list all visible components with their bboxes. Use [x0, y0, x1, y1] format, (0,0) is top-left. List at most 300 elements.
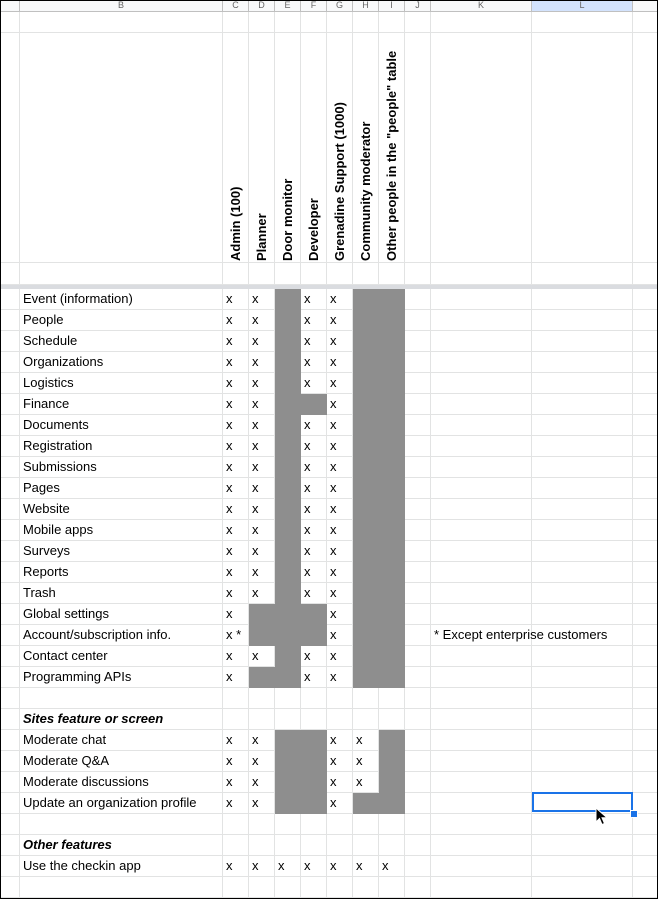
permission-cell[interactable] [275, 583, 301, 604]
permission-cell[interactable] [353, 373, 379, 394]
empty-cell[interactable] [532, 499, 633, 520]
permission-cell[interactable] [275, 457, 301, 478]
empty-cell[interactable] [431, 835, 532, 856]
permission-cell[interactable] [379, 751, 405, 772]
feature-label[interactable]: Mobile apps [20, 520, 223, 541]
empty-cell[interactable] [405, 730, 431, 751]
header-cell[interactable] [405, 33, 431, 263]
permission-cell[interactable]: x [249, 478, 275, 499]
permission-cell[interactable] [327, 877, 353, 898]
permission-cell[interactable]: x [353, 856, 379, 877]
empty-cell[interactable] [532, 415, 633, 436]
empty-cell[interactable] [633, 415, 658, 436]
permission-cell[interactable]: x [327, 667, 353, 688]
permission-cell[interactable]: x [249, 499, 275, 520]
empty-cell[interactable] [633, 751, 658, 772]
empty-cell[interactable] [405, 457, 431, 478]
header-cell[interactable] [20, 263, 223, 285]
empty-cell[interactable] [405, 520, 431, 541]
row-gutter[interactable] [1, 667, 20, 688]
empty-cell[interactable] [532, 688, 633, 709]
permission-cell[interactable] [249, 625, 275, 646]
permission-cell[interactable]: x [327, 520, 353, 541]
empty-cell[interactable] [405, 436, 431, 457]
empty-cell[interactable] [405, 331, 431, 352]
permission-cell[interactable] [275, 562, 301, 583]
frozen-rows-divider[interactable] [1, 285, 657, 289]
permission-cell[interactable]: x [327, 772, 353, 793]
permission-cell[interactable] [379, 646, 405, 667]
permission-cell[interactable]: x [223, 499, 249, 520]
column-header[interactable] [633, 1, 658, 12]
row-gutter[interactable] [1, 688, 20, 709]
permission-cell[interactable] [249, 814, 275, 835]
empty-cell[interactable] [532, 835, 633, 856]
feature-label[interactable]: Use the checkin app [20, 856, 223, 877]
permission-cell[interactable] [275, 625, 301, 646]
permission-cell[interactable]: x [223, 751, 249, 772]
row-gutter[interactable] [1, 583, 20, 604]
header-cell[interactable] [353, 12, 379, 33]
permission-cell[interactable] [275, 499, 301, 520]
empty-cell[interactable] [532, 562, 633, 583]
empty-cell[interactable] [431, 310, 532, 331]
permission-cell[interactable]: x [301, 499, 327, 520]
permission-cell[interactable]: x [223, 667, 249, 688]
empty-cell[interactable] [532, 310, 633, 331]
header-cell[interactable] [379, 263, 405, 285]
header-cell[interactable] [20, 12, 223, 33]
empty-cell[interactable] [532, 478, 633, 499]
empty-cell[interactable] [633, 625, 658, 646]
permission-cell[interactable] [353, 520, 379, 541]
empty-cell[interactable] [405, 310, 431, 331]
permission-cell[interactable] [379, 541, 405, 562]
empty-cell[interactable] [532, 646, 633, 667]
permission-cell[interactable] [249, 604, 275, 625]
permission-cell[interactable] [379, 562, 405, 583]
empty-cell[interactable] [532, 667, 633, 688]
feature-label[interactable]: Organizations [20, 352, 223, 373]
row-gutter[interactable] [1, 772, 20, 793]
permission-cell[interactable] [275, 331, 301, 352]
column-header[interactable]: H [353, 1, 379, 12]
feature-label[interactable]: Global settings [20, 604, 223, 625]
permission-cell[interactable] [275, 310, 301, 331]
permission-cell[interactable] [223, 877, 249, 898]
permission-cell[interactable] [379, 793, 405, 814]
permission-cell[interactable]: x [301, 856, 327, 877]
permission-cell[interactable]: x [327, 541, 353, 562]
row-gutter[interactable] [1, 625, 20, 646]
feature-label[interactable]: Moderate discussions [20, 772, 223, 793]
permission-cell[interactable]: x [301, 646, 327, 667]
permission-cell[interactable]: x [223, 457, 249, 478]
permission-cell[interactable] [327, 835, 353, 856]
header-cell[interactable] [20, 33, 223, 263]
permission-cell[interactable] [301, 814, 327, 835]
empty-cell[interactable] [431, 730, 532, 751]
permission-cell[interactable]: x [223, 646, 249, 667]
permission-cell[interactable]: x [301, 562, 327, 583]
empty-cell[interactable] [405, 415, 431, 436]
empty-cell[interactable] [633, 373, 658, 394]
permission-cell[interactable] [275, 730, 301, 751]
feature-label[interactable]: Website [20, 499, 223, 520]
permission-cell[interactable] [353, 289, 379, 310]
empty-cell[interactable] [431, 541, 532, 562]
permission-cell[interactable] [275, 646, 301, 667]
permission-cell[interactable] [353, 604, 379, 625]
permission-cell[interactable] [301, 604, 327, 625]
column-header[interactable] [1, 1, 20, 12]
permission-cell[interactable]: x [249, 310, 275, 331]
row-gutter[interactable] [1, 520, 20, 541]
empty-cell[interactable] [633, 499, 658, 520]
empty-cell[interactable] [532, 436, 633, 457]
column-header[interactable]: G [327, 1, 353, 12]
permission-cell[interactable] [249, 688, 275, 709]
permission-cell[interactable] [379, 625, 405, 646]
permission-cell[interactable]: x [223, 730, 249, 751]
feature-label[interactable]: Moderate Q&A [20, 751, 223, 772]
permission-cell[interactable] [275, 667, 301, 688]
permission-cell[interactable] [249, 835, 275, 856]
permission-cell[interactable] [353, 646, 379, 667]
permission-cell[interactable] [353, 541, 379, 562]
permission-cell[interactable] [353, 394, 379, 415]
empty-cell[interactable] [431, 331, 532, 352]
permission-cell[interactable]: x [327, 436, 353, 457]
permission-cell[interactable]: x [223, 478, 249, 499]
empty-cell[interactable] [405, 835, 431, 856]
empty-cell[interactable] [532, 541, 633, 562]
permission-cell[interactable]: x [301, 436, 327, 457]
feature-label[interactable]: Schedule [20, 331, 223, 352]
permission-cell[interactable]: x [223, 772, 249, 793]
permission-cell[interactable]: x [353, 772, 379, 793]
permission-cell[interactable] [223, 709, 249, 730]
empty-cell[interactable] [405, 793, 431, 814]
permission-cell[interactable]: x [223, 793, 249, 814]
feature-label[interactable]: People [20, 310, 223, 331]
empty-cell[interactable] [431, 583, 532, 604]
empty-cell[interactable] [532, 625, 633, 646]
permission-cell[interactable]: x [301, 520, 327, 541]
empty-cell[interactable] [532, 373, 633, 394]
empty-cell[interactable] [532, 814, 633, 835]
empty-cell[interactable] [431, 373, 532, 394]
empty-cell[interactable] [633, 520, 658, 541]
permission-cell[interactable]: x [223, 856, 249, 877]
empty-cell[interactable] [405, 499, 431, 520]
permission-cell[interactable]: x [249, 436, 275, 457]
row-gutter[interactable] [1, 289, 20, 310]
header-cell[interactable] [633, 33, 658, 263]
header-cell[interactable] [633, 12, 658, 33]
row-gutter[interactable] [1, 835, 20, 856]
permission-cell[interactable]: x [327, 604, 353, 625]
empty-cell[interactable] [532, 331, 633, 352]
permission-cell[interactable]: x [223, 415, 249, 436]
empty-cell[interactable] [532, 709, 633, 730]
empty-cell[interactable] [532, 856, 633, 877]
row-gutter[interactable] [1, 499, 20, 520]
permission-cell[interactable] [301, 625, 327, 646]
feature-label[interactable]: Surveys [20, 541, 223, 562]
header-cell[interactable] [301, 12, 327, 33]
permission-cell[interactable] [275, 520, 301, 541]
row-gutter[interactable] [1, 394, 20, 415]
row-gutter[interactable] [1, 562, 20, 583]
empty-cell[interactable] [633, 667, 658, 688]
permission-cell[interactable]: x [223, 520, 249, 541]
permission-cell[interactable] [379, 520, 405, 541]
permission-cell[interactable] [353, 457, 379, 478]
row-gutter[interactable] [1, 856, 20, 877]
permission-cell[interactable] [353, 562, 379, 583]
permission-cell[interactable]: x [223, 583, 249, 604]
empty-cell[interactable] [633, 772, 658, 793]
permission-cell[interactable] [301, 394, 327, 415]
empty-cell[interactable] [532, 751, 633, 772]
permission-cell[interactable] [301, 688, 327, 709]
permission-cell[interactable]: x [301, 373, 327, 394]
permission-cell[interactable] [275, 688, 301, 709]
permission-cell[interactable] [301, 877, 327, 898]
permission-cell[interactable]: x [353, 730, 379, 751]
header-cell[interactable] [405, 12, 431, 33]
empty-cell[interactable] [633, 541, 658, 562]
permission-cell[interactable] [275, 772, 301, 793]
empty-cell[interactable] [633, 835, 658, 856]
permission-cell[interactable]: x [249, 583, 275, 604]
permission-cell[interactable]: x [249, 289, 275, 310]
empty-cell[interactable] [405, 352, 431, 373]
feature-label[interactable]: Programming APIs [20, 667, 223, 688]
permission-cell[interactable]: x [327, 625, 353, 646]
permission-cell[interactable] [379, 709, 405, 730]
permission-cell[interactable] [249, 667, 275, 688]
empty-cell[interactable] [431, 709, 532, 730]
empty-cell[interactable] [431, 394, 532, 415]
permission-cell[interactable]: x [327, 373, 353, 394]
empty-cell[interactable] [633, 331, 658, 352]
feature-label[interactable]: Account/subscription info. [20, 625, 223, 646]
permission-cell[interactable] [301, 709, 327, 730]
permission-cell[interactable] [327, 709, 353, 730]
header-cell[interactable] [275, 263, 301, 285]
header-cell[interactable] [1, 33, 20, 263]
empty-cell[interactable] [532, 730, 633, 751]
empty-cell[interactable] [532, 352, 633, 373]
empty-cell[interactable] [633, 457, 658, 478]
permission-cell[interactable] [353, 667, 379, 688]
permission-cell[interactable]: x [327, 394, 353, 415]
column-header[interactable]: F [301, 1, 327, 12]
permission-cell[interactable]: x [327, 331, 353, 352]
row-gutter[interactable] [1, 457, 20, 478]
empty-cell[interactable] [532, 520, 633, 541]
empty-cell[interactable] [532, 877, 633, 898]
empty-cell[interactable] [633, 730, 658, 751]
permission-cell[interactable] [275, 436, 301, 457]
permission-cell[interactable] [275, 478, 301, 499]
row-gutter[interactable] [1, 709, 20, 730]
permission-cell[interactable]: x [223, 394, 249, 415]
permission-cell[interactable] [301, 730, 327, 751]
empty-cell[interactable] [431, 751, 532, 772]
feature-label[interactable]: Finance [20, 394, 223, 415]
permission-cell[interactable]: x [223, 604, 249, 625]
permission-cell[interactable]: x [249, 331, 275, 352]
permission-cell[interactable] [301, 835, 327, 856]
permission-cell[interactable]: x [301, 331, 327, 352]
column-header[interactable]: L [532, 1, 633, 12]
empty-cell[interactable] [633, 604, 658, 625]
header-cell[interactable] [353, 263, 379, 285]
empty-cell[interactable] [431, 457, 532, 478]
header-cell[interactable] [532, 33, 633, 263]
permission-cell[interactable]: x [275, 856, 301, 877]
permission-cell[interactable]: x [223, 289, 249, 310]
permission-cell[interactable] [275, 709, 301, 730]
empty-cell[interactable] [633, 394, 658, 415]
permission-cell[interactable]: x [327, 583, 353, 604]
row-gutter[interactable] [1, 541, 20, 562]
empty-cell[interactable] [431, 856, 532, 877]
header-cell[interactable] [431, 263, 532, 285]
permission-cell[interactable] [275, 373, 301, 394]
permission-cell[interactable] [379, 436, 405, 457]
permission-cell[interactable] [223, 835, 249, 856]
column-header[interactable]: C [223, 1, 249, 12]
permission-cell[interactable] [327, 814, 353, 835]
empty-cell[interactable] [633, 583, 658, 604]
permission-cell[interactable]: x [249, 352, 275, 373]
empty-cell[interactable] [405, 394, 431, 415]
permission-cell[interactable]: x [327, 457, 353, 478]
permission-cell[interactable]: x [249, 520, 275, 541]
empty-cell[interactable] [405, 604, 431, 625]
empty-cell[interactable] [633, 436, 658, 457]
permission-cell[interactable] [275, 835, 301, 856]
permission-cell[interactable] [353, 310, 379, 331]
permission-cell[interactable] [379, 814, 405, 835]
permission-cell[interactable]: x [301, 310, 327, 331]
empty-cell[interactable] [431, 499, 532, 520]
permission-cell[interactable]: x [223, 310, 249, 331]
permission-cell[interactable] [275, 793, 301, 814]
permission-cell[interactable] [379, 394, 405, 415]
permission-cell[interactable]: x [327, 562, 353, 583]
empty-cell[interactable] [405, 289, 431, 310]
permission-cell[interactable]: x [249, 730, 275, 751]
header-cell[interactable] [301, 263, 327, 285]
permission-cell[interactable] [379, 415, 405, 436]
column-header[interactable]: D [249, 1, 275, 12]
feature-label[interactable]: Update an organization profile [20, 793, 223, 814]
permission-cell[interactable] [379, 478, 405, 499]
empty-cell[interactable] [405, 772, 431, 793]
permission-cell[interactable] [379, 457, 405, 478]
permission-cell[interactable] [275, 604, 301, 625]
permission-cell[interactable]: x [327, 730, 353, 751]
header-cell[interactable] [532, 263, 633, 285]
permission-cell[interactable]: x [249, 457, 275, 478]
empty-cell[interactable] [405, 583, 431, 604]
empty-cell[interactable] [405, 478, 431, 499]
permission-cell[interactable] [353, 415, 379, 436]
header-cell[interactable] [1, 12, 20, 33]
permission-cell[interactable] [379, 604, 405, 625]
empty-cell[interactable] [405, 856, 431, 877]
empty-cell[interactable] [431, 352, 532, 373]
permission-cell[interactable]: x [327, 646, 353, 667]
permission-cell[interactable]: x [249, 751, 275, 772]
empty-cell[interactable] [532, 772, 633, 793]
empty-cell[interactable] [532, 583, 633, 604]
permission-cell[interactable] [379, 373, 405, 394]
header-cell[interactable] [275, 12, 301, 33]
empty-cell[interactable] [633, 877, 658, 898]
permission-cell[interactable]: x [327, 499, 353, 520]
feature-label[interactable]: Registration [20, 436, 223, 457]
header-cell[interactable] [379, 12, 405, 33]
permission-cell[interactable] [379, 331, 405, 352]
permission-cell[interactable] [223, 688, 249, 709]
permission-cell[interactable] [353, 877, 379, 898]
empty-cell[interactable] [405, 751, 431, 772]
permission-cell[interactable] [379, 310, 405, 331]
empty-cell[interactable] [532, 604, 633, 625]
permission-cell[interactable]: x [301, 457, 327, 478]
permission-cell[interactable] [379, 835, 405, 856]
row-gutter[interactable] [1, 877, 20, 898]
row-gutter[interactable] [1, 415, 20, 436]
row-gutter[interactable] [1, 814, 20, 835]
permission-cell[interactable]: x [327, 856, 353, 877]
empty-cell[interactable] [431, 604, 532, 625]
permission-cell[interactable]: x [249, 646, 275, 667]
permission-cell[interactable]: x [223, 541, 249, 562]
permission-cell[interactable]: x [249, 394, 275, 415]
feature-label[interactable] [20, 688, 223, 709]
permission-cell[interactable]: x [223, 436, 249, 457]
empty-cell[interactable] [532, 394, 633, 415]
permission-cell[interactable] [275, 394, 301, 415]
header-cell[interactable] [431, 12, 532, 33]
permission-cell[interactable] [353, 436, 379, 457]
footnote-note[interactable]: * Except enterprise customers [431, 625, 532, 646]
permission-cell[interactable] [353, 331, 379, 352]
permission-cell[interactable] [275, 814, 301, 835]
permission-cell[interactable]: x [301, 415, 327, 436]
feature-label[interactable]: Documents [20, 415, 223, 436]
permission-cell[interactable] [275, 541, 301, 562]
permission-cell[interactable]: x [301, 541, 327, 562]
header-cell[interactable] [633, 263, 658, 285]
permission-cell[interactable]: x [249, 793, 275, 814]
column-header[interactable]: B [20, 1, 223, 12]
permission-cell[interactable]: x [327, 310, 353, 331]
permission-cell[interactable]: x [223, 331, 249, 352]
feature-label[interactable] [20, 877, 223, 898]
empty-cell[interactable] [633, 478, 658, 499]
empty-cell[interactable] [431, 646, 532, 667]
feature-label[interactable]: Submissions [20, 457, 223, 478]
row-gutter[interactable] [1, 751, 20, 772]
